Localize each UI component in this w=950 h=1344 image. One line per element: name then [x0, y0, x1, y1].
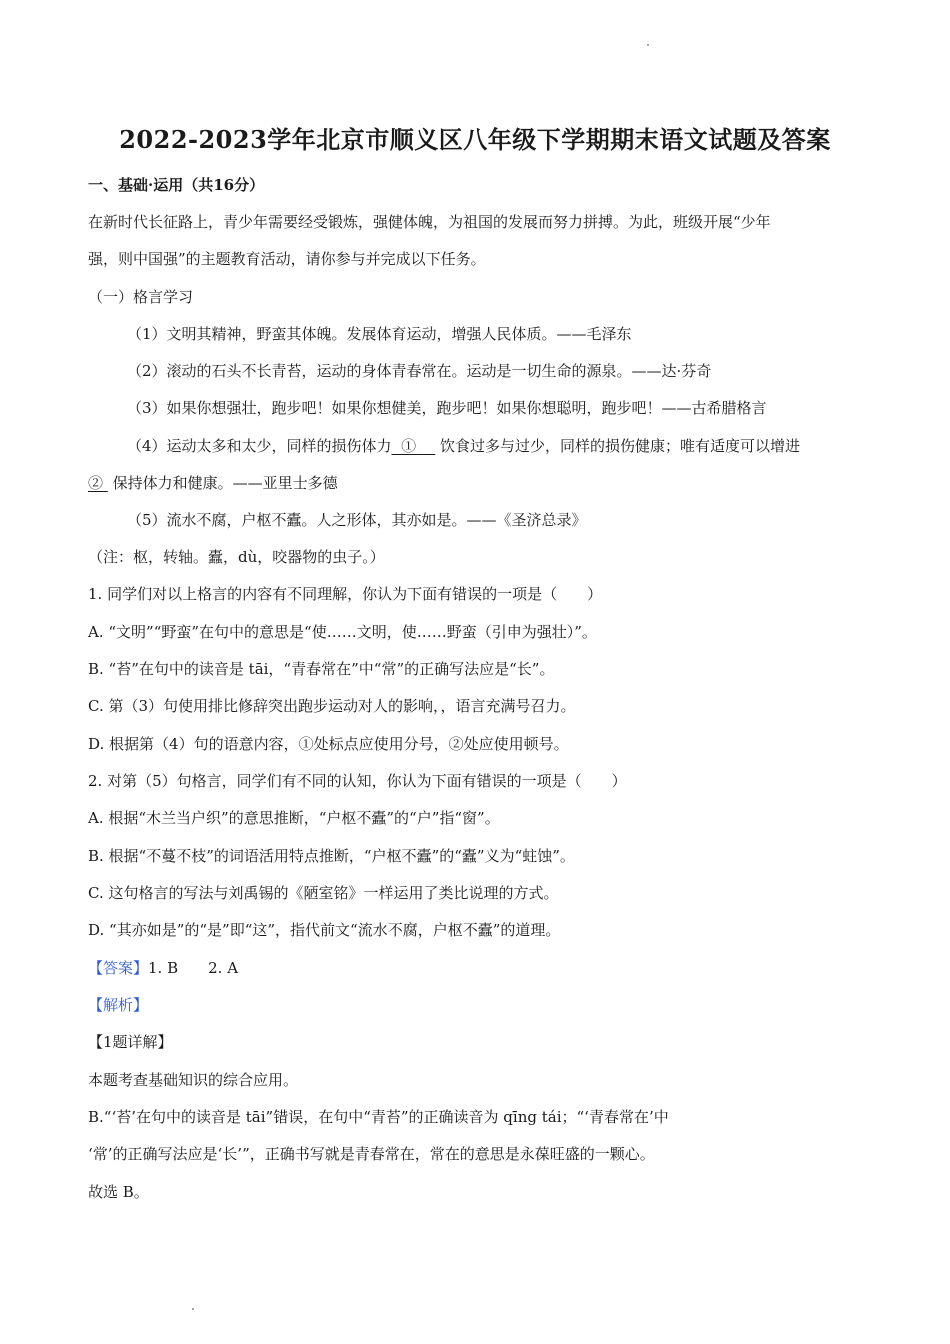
question-2-option-b: B. 根据“不蔓不枝”的词语活用特点推断，“户枢不蠹”的“蠹”义为“蛀蚀”。: [88, 847, 575, 865]
answer-text: 1. B 2. A: [148, 959, 239, 977]
blank-1: ①: [401, 437, 417, 455]
intro-line-2: 强，则中国强”的主题教育活动，请你参与并完成以下任务。: [88, 250, 486, 268]
analysis-label: 【解析】: [88, 996, 149, 1014]
analysis-line-1: 本题考查基础知识的综合应用。: [88, 1071, 299, 1089]
maxim-4-part-b: 饮食过多与过少，同样的损伤健康；唯有适度可以增进: [439, 437, 800, 455]
question-1-option-c: C. 第（3）句使用排比修辞突出跑步运动对人的影响，，语言充满号召力。: [88, 697, 576, 715]
detail-label: 【1题详解】: [88, 1033, 173, 1051]
blank-2: ②: [88, 474, 104, 492]
analysis-line-3: ‘常’的正确写法应是‘长’”，正确书写就是青春常在，常在的意思是永葆旺盛的一颗心。: [88, 1145, 655, 1163]
question-2-stem: 2. 对第（5）句格言，同学们有不同的认知，你认为下面有错误的一项是（ ）: [88, 772, 627, 790]
note: （注：枢，转轴。蠹，dù，咬器物的虫子。）: [88, 548, 385, 566]
maxim-2: （2）滚动的石头不长青苔，运动的身体青春常在。运动是一切生命的源泉。——达·芬奇: [127, 362, 712, 380]
subsection-heading: （一）格言学习: [88, 288, 194, 306]
question-2-option-d: D. “其亦如是”的“是”即“这”，指代前文“流水不腐，户枢不蠹”的道理。: [88, 921, 561, 939]
question-1-option-a: A. “文明”“野蛮”在句中的意思是“使……文明，使……野蛮（引申为强壮）”。: [88, 623, 597, 641]
section-heading: 一、基础·运用（共16分）: [88, 176, 265, 194]
decorative-dot: [192, 1308, 194, 1310]
maxim-4-part-c: 保持体力和健康。——亚里士多德: [112, 474, 338, 492]
analysis-line-4: 故选 B。: [88, 1183, 149, 1201]
maxim-3: （3）如果你想强壮，跑步吧！如果你想健美，跑步吧！如果你想聪明，跑步吧！——古希腊格言: [127, 399, 767, 417]
answer-line: [88, 956, 238, 980]
maxim-1: （1）文明其精神，野蛮其体魄。发展体育运动，增强人民体质。——毛泽东: [127, 325, 632, 343]
document-title: 2022-2023学年北京市顺义区八年级下学期期末语文试题及答案: [119, 125, 831, 154]
question-2-option-a: A. 根据“木兰当户织”的意思推断，“户枢不蠹”的“户”指“窗”。: [88, 809, 500, 827]
question-1-option-d: D. 根据第（4）句的语意内容，①处标点应使用分号，②处应使用顿号。: [88, 735, 569, 753]
question-1-stem: 1. 同学们对以上格言的内容有不同理解，你认为下面有错误的一项是（ ）: [88, 585, 603, 603]
intro-line-1: 在新时代长征路上，青少年需要经受锻炼，强健体魄，为祖国的发展而努力拼搏。为此，班级开展“少年: [88, 213, 771, 231]
answer-label: 【答案】: [88, 959, 149, 977]
maxim-4-cont: [88, 471, 338, 495]
maxim-5: （5）流水不腐，户枢不蠹。人之形体，其亦如是。——《圣济总录》: [127, 511, 587, 529]
maxim-4-part-a: （4）运动太多和太少，同样的损伤体力: [127, 437, 392, 455]
question-2-option-c: C. 这句格言的写法与刘禹锡的《陋室铭》一样运用了类比说理的方式。: [88, 884, 559, 902]
maxim-4: [127, 434, 800, 458]
decorative-dot: [647, 44, 649, 46]
analysis-line-2: B.“‘苔’在句中的读音是 tāi”错误，在句中“青苔”的正确读音为 qīng tái；“‘青春常在’中: [88, 1108, 669, 1126]
question-1-option-b: B. “苔”在句中的读音是 tāi，“青春常在”中“常”的正确写法应是“长”。: [88, 660, 555, 678]
